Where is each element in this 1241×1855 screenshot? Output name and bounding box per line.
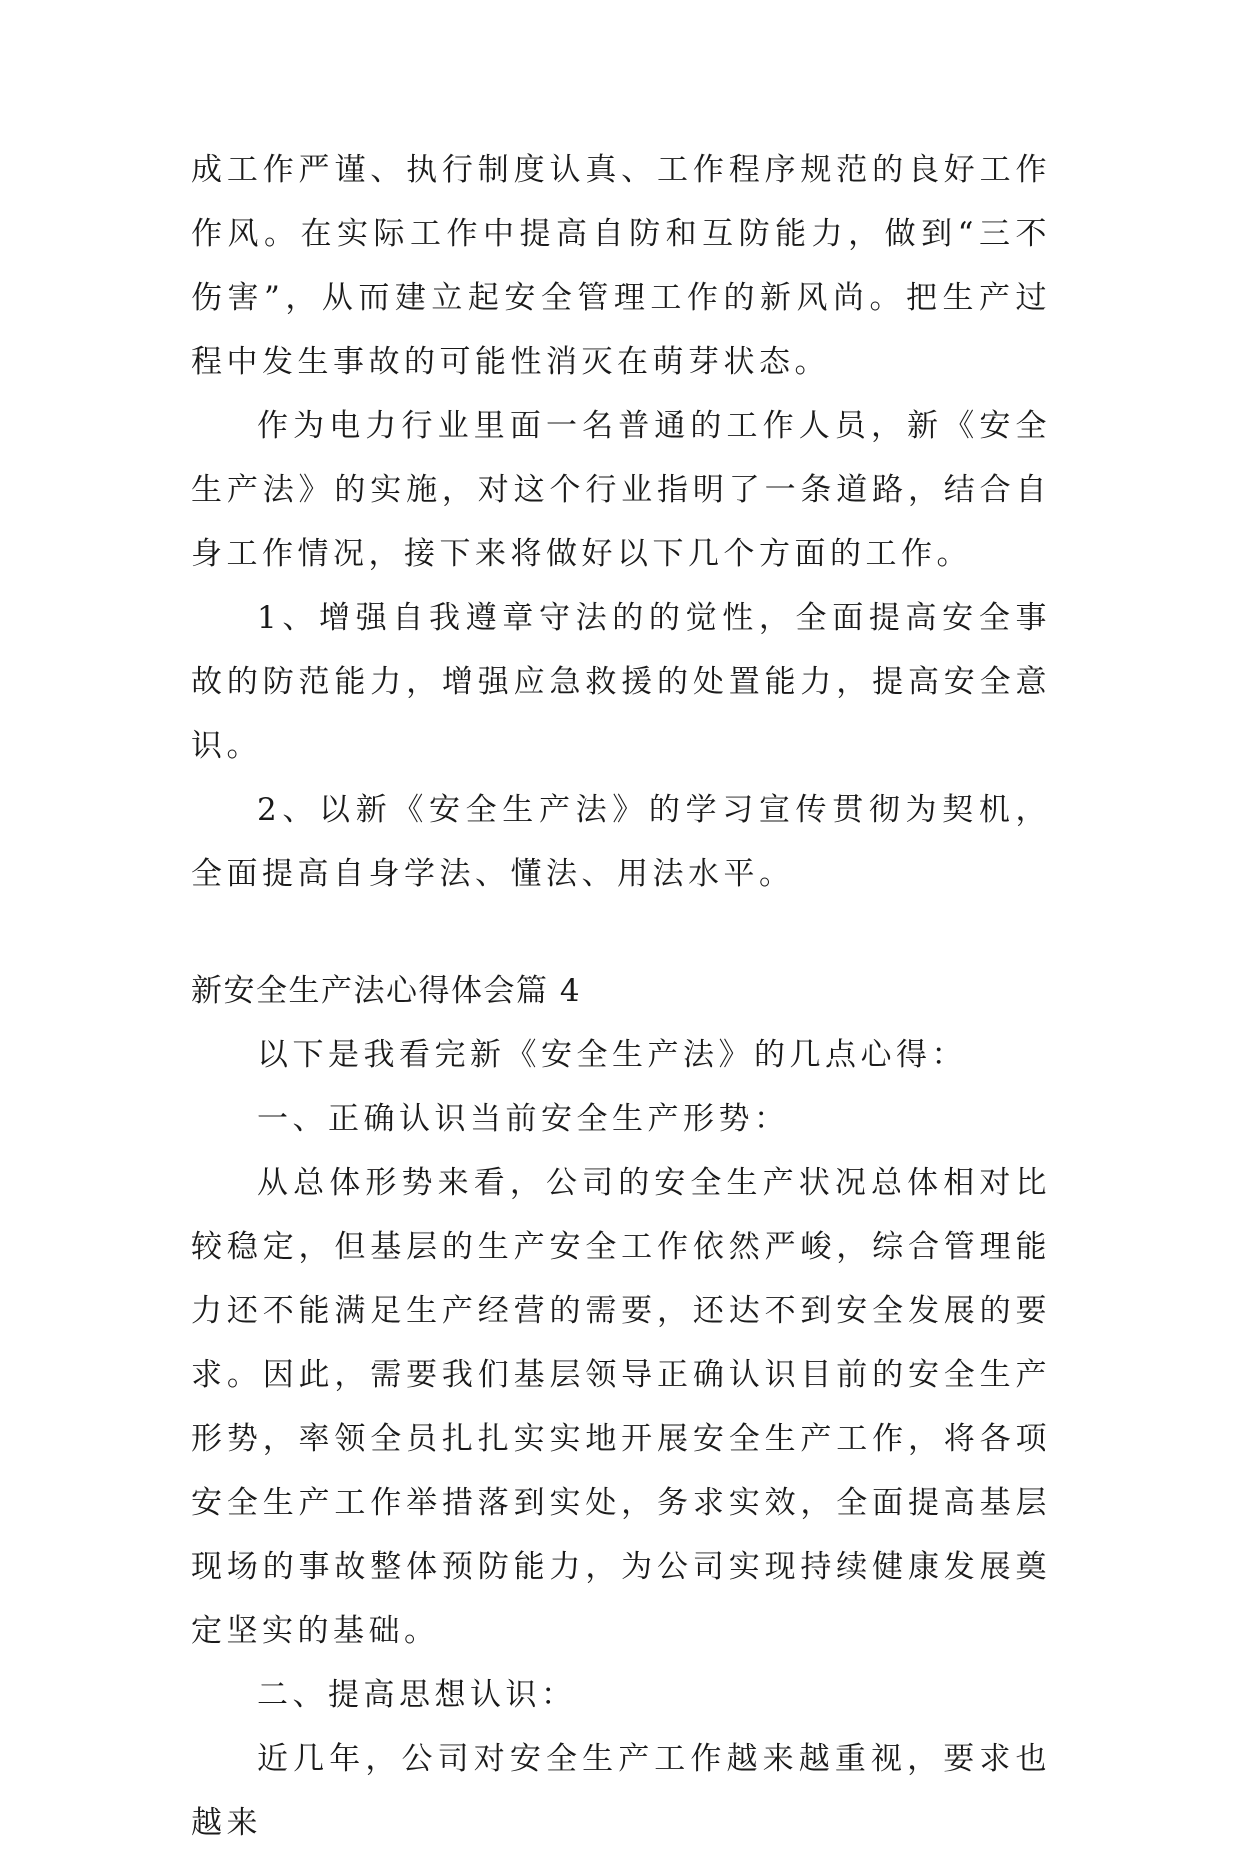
paragraph: 成工作严谨、执行制度认真、工作程序规范的良好工作作风。在实际工作中提高自防和互防能力，做到“三不伤害”，从而建立起安全管理工作的新风尚。把生产过程中发生事故的可能性消灭在萌芽状态。 bbox=[191, 152, 1051, 380]
paragraph: 作为电力行业里面一名普通的工作人员，新《安全生产法》的实施，对这个行业指明了一条道路，结合自身工作情况，接下来将做好以下几个方面的工作。 bbox=[191, 408, 1051, 572]
list-item-paragraph: 2、以新《安全生产法》的学习宣传贯彻为契机，全面提高自身学法、懂法、用法水平。 bbox=[191, 792, 1051, 892]
subheading-paragraph: 一、正确认识当前安全生产形势： bbox=[257, 1101, 790, 1137]
paragraph: 近几年，公司对安全生产工作越来越重视，要求也越来 bbox=[191, 1741, 1051, 1841]
list-item-paragraph: 1、增强自我遵章守法的的觉性，全面提高安全事故的防范能力，增强应急救援的处置能力，提高安全意识。 bbox=[191, 600, 1051, 764]
document-page bbox=[191, 138, 1051, 1855]
section-title: 新安全生产法心得体会篇 4 bbox=[191, 973, 582, 1009]
subheading-paragraph: 二、提高思想认识： bbox=[257, 1677, 577, 1713]
paragraph: 以下是我看完新《安全生产法》的几点心得： bbox=[257, 1037, 967, 1073]
paragraph: 从总体形势来看，公司的安全生产状况总体相对比较稳定，但基层的生产安全工作依然严峻，综合管理能力还不能满足生产经营的需要，还达不到安全发展的要求。因此，需要我们基层领导正确认识目前的安全生产形势，率领全员扎扎实实地开展安全生产工作，将各项安全生产工作举措落到实处，务求实效，全面提高基层现场的事故整体预防能力，为公司实现持续健康发展奠定坚实的基础。 bbox=[191, 1165, 1051, 1649]
